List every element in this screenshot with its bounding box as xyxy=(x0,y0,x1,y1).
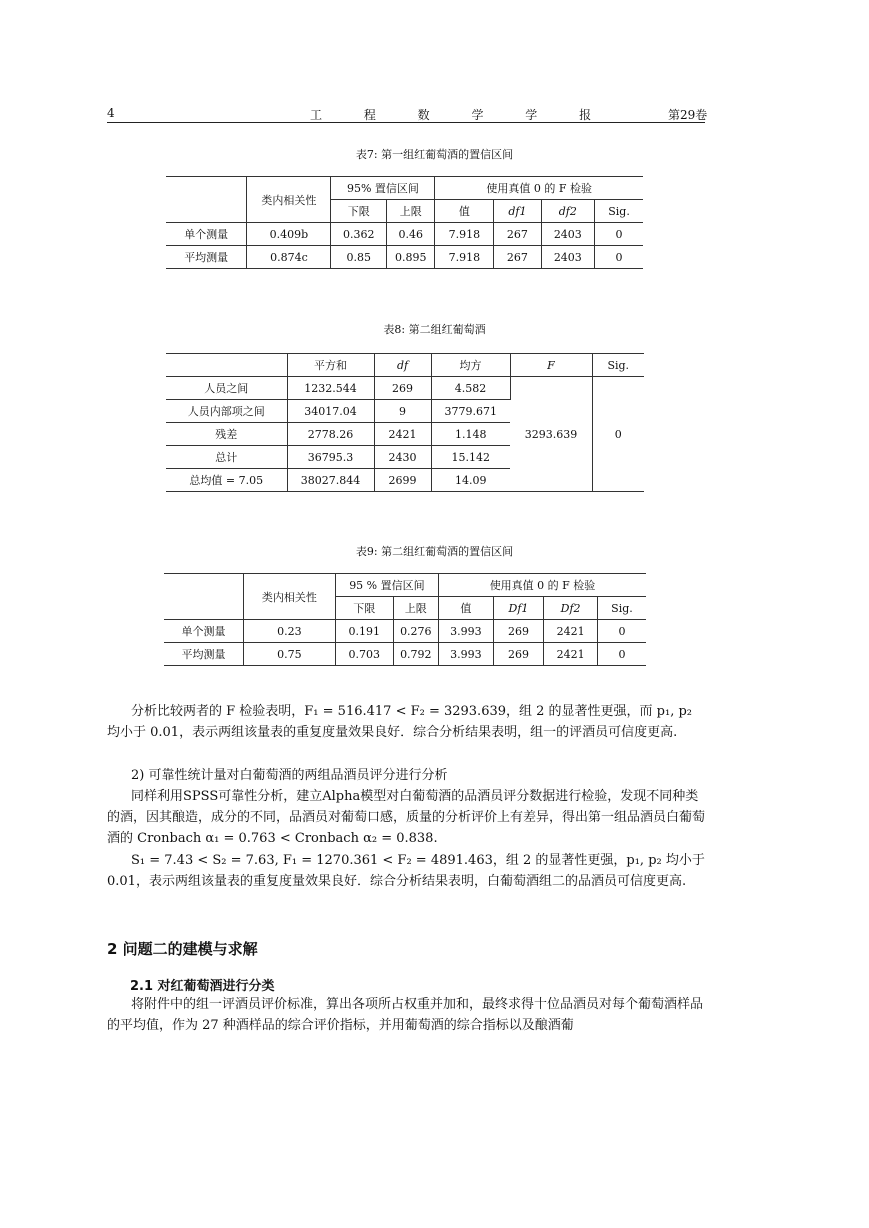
paragraph-f-test: 分析比较两者的 F 检验表明，F₁ = 516.417 < F₂ = 3293.639，组 2 的显著性更强，而 p₁, p₂ 均小于 0.01，表示两组该量表的重复度量效果良好．综合分析结果表明，组一的评酒员可信度更高. xyxy=(107,704,693,740)
table9-cell: 269 xyxy=(493,620,544,643)
table8-cell: 9 xyxy=(374,400,431,423)
table9-caption: 表9: 第二组红葡萄酒的置信区间 xyxy=(355,545,514,558)
table9 xyxy=(164,573,646,666)
table9-cell: 0 xyxy=(597,620,646,643)
table8-cell: 2421 xyxy=(374,423,431,446)
volume-label: 第29卷 xyxy=(668,108,708,122)
table-row xyxy=(166,377,644,400)
table7-h-upper: 上限 xyxy=(387,200,435,223)
table9-h-f: 使用真值 0 的 F 检验 xyxy=(439,574,646,597)
table-row xyxy=(166,246,643,269)
table7-cell: 7.918 xyxy=(435,223,494,246)
table7-cell: 0.46 xyxy=(387,223,435,246)
table8-h-f: F xyxy=(510,354,592,377)
table8-f-value: 3293.639 xyxy=(510,377,592,492)
table9-cell: 平均测量 xyxy=(164,643,243,666)
table-row xyxy=(164,643,646,666)
table8-cell: 总均值 = 7.05 xyxy=(166,469,287,492)
table9-cell: 0.792 xyxy=(393,643,438,666)
table9-cell: 0.23 xyxy=(243,620,335,643)
table7-corner xyxy=(166,177,247,223)
table7-h-ci: 95% 置信区间 xyxy=(331,177,435,200)
table7-cell: 单个测量 xyxy=(166,223,247,246)
paragraph-white-wine: S₁ = 7.43 < S₂ = 7.63, F₁ = 1270.361 < F₂ = 4891.463，组 2 的显著性更强，p₁, p₂ 均小于 0.01，表示两组该量表的重复度量效果良好．综合分析结果表明，白葡萄酒组二的品酒员可信度更高. xyxy=(107,853,705,889)
table7-cell: 0 xyxy=(595,223,643,246)
table9-h-df2: Df2 xyxy=(544,597,598,620)
table9-cell: 2421 xyxy=(544,620,598,643)
table9-h-lower: 下限 xyxy=(335,597,393,620)
paragraph-classification: 将附件中的组一评酒员评价标准，算出各项所占权重并加和，最终求得十位品酒员对每个葡萄酒样品的平均值，作为 27 种酒样品的综合评价指标，并用葡萄酒的综合指标以及酿酒葡 xyxy=(107,997,704,1033)
table9-h-val: 值 xyxy=(439,597,494,620)
table8-cell: 总计 xyxy=(166,446,287,469)
table7-cell: 平均测量 xyxy=(166,246,247,269)
table8-cell: 38027.844 xyxy=(287,469,374,492)
table8-cell: 36795.3 xyxy=(287,446,374,469)
section-2-heading: 2 问题二的建模与求解 xyxy=(107,940,258,958)
table7-cell: 267 xyxy=(494,223,541,246)
table8-cell: 3779.671 xyxy=(431,400,510,423)
table7 xyxy=(166,176,643,269)
table7-h-icc: 类内相关性 xyxy=(247,177,331,223)
table7-h-sig: Sig. xyxy=(595,200,643,223)
table7-cell: 0 xyxy=(595,246,643,269)
table8-cell: 1232.544 xyxy=(287,377,374,400)
table7-cell: 0.85 xyxy=(331,246,387,269)
table8-cell: 残差 xyxy=(166,423,287,446)
table9-h-sig: Sig. xyxy=(597,597,646,620)
table9-h-df1: Df1 xyxy=(493,597,544,620)
section-2-1-heading: 2.1 对红葡萄酒进行分类 xyxy=(130,979,275,994)
table8-cell: 4.582 xyxy=(431,377,510,400)
table9-h-icc: 类内相关性 xyxy=(243,574,335,620)
table7-h-df1: df1 xyxy=(494,200,541,223)
table8-cell: 2430 xyxy=(374,446,431,469)
table9-cell: 2421 xyxy=(544,643,598,666)
table8-cell: 34017.04 xyxy=(287,400,374,423)
table7-h-df2: df2 xyxy=(541,200,595,223)
header-rule xyxy=(107,122,705,123)
table9-h-ci: 95 % 置信区间 xyxy=(335,574,438,597)
table8-h-ss: 平方和 xyxy=(287,354,374,377)
table7-caption: 表7: 第一组红葡萄酒的置信区间 xyxy=(355,148,514,161)
table8-h-df: df xyxy=(374,354,431,377)
paragraph-item-2: 2) 可靠性统计量对白葡萄酒的两组品酒员评分进行分析 xyxy=(131,768,448,783)
table8-cell: 人员内部项之间 xyxy=(166,400,287,423)
table7-cell: 0.895 xyxy=(387,246,435,269)
table7-cell: 0.409b xyxy=(247,223,331,246)
table7-cell: 0.362 xyxy=(331,223,387,246)
table9-h-upper: 上限 xyxy=(393,597,438,620)
table8-corner xyxy=(166,354,287,377)
table7-cell: 7.918 xyxy=(435,246,494,269)
table8-cell: 14.09 xyxy=(431,469,510,492)
table9-cell: 0.276 xyxy=(393,620,438,643)
table8-cell: 15.142 xyxy=(431,446,510,469)
table8-cell: 1.148 xyxy=(431,423,510,446)
table8 xyxy=(166,353,644,492)
table7-cell: 2403 xyxy=(541,246,595,269)
table7-cell: 2403 xyxy=(541,223,595,246)
table7-cell: 0.874c xyxy=(247,246,331,269)
table9-cell: 0.75 xyxy=(243,643,335,666)
table7-h-val: 值 xyxy=(435,200,494,223)
table8-h-sig: Sig. xyxy=(592,354,644,377)
table7-h-lower: 下限 xyxy=(331,200,387,223)
table9-cell: 单个测量 xyxy=(164,620,243,643)
table-row xyxy=(166,223,643,246)
table8-cell: 269 xyxy=(374,377,431,400)
table7-cell: 267 xyxy=(494,246,541,269)
journal-title: 工 程 数 学 学 报 xyxy=(310,108,611,122)
table8-h-ms: 均方 xyxy=(431,354,510,377)
table8-caption: 表8: 第二组红葡萄酒 xyxy=(383,323,486,336)
paragraph-spss: 同样利用SPSS可靠性分析，建立Alpha模型对白葡萄酒的品酒员评分数据进行检验，发现不同种类的酒，因其酿造，成分的不同，品酒员对葡萄口感，质量的分析评价上有差异，得出第一组品酒员白葡萄酒的 Cronbach α₁ = 0.763 < Cronbach α₂ = 0.838. xyxy=(107,789,706,846)
table8-cell: 人员之间 xyxy=(166,377,287,400)
table9-cell: 3.993 xyxy=(439,620,494,643)
table7-h-f: 使用真值 0 的 F 检验 xyxy=(435,177,643,200)
page-number: 4 xyxy=(107,106,115,120)
table9-cell: 0.703 xyxy=(335,643,393,666)
table9-corner xyxy=(164,574,243,620)
table9-cell: 0.191 xyxy=(335,620,393,643)
table9-cell: 3.993 xyxy=(439,643,494,666)
table8-sig-value: 0 xyxy=(592,377,644,492)
table8-cell: 2699 xyxy=(374,469,431,492)
table8-cell: 2778.26 xyxy=(287,423,374,446)
table9-cell: 0 xyxy=(597,643,646,666)
table-row xyxy=(164,620,646,643)
table9-cell: 269 xyxy=(493,643,544,666)
